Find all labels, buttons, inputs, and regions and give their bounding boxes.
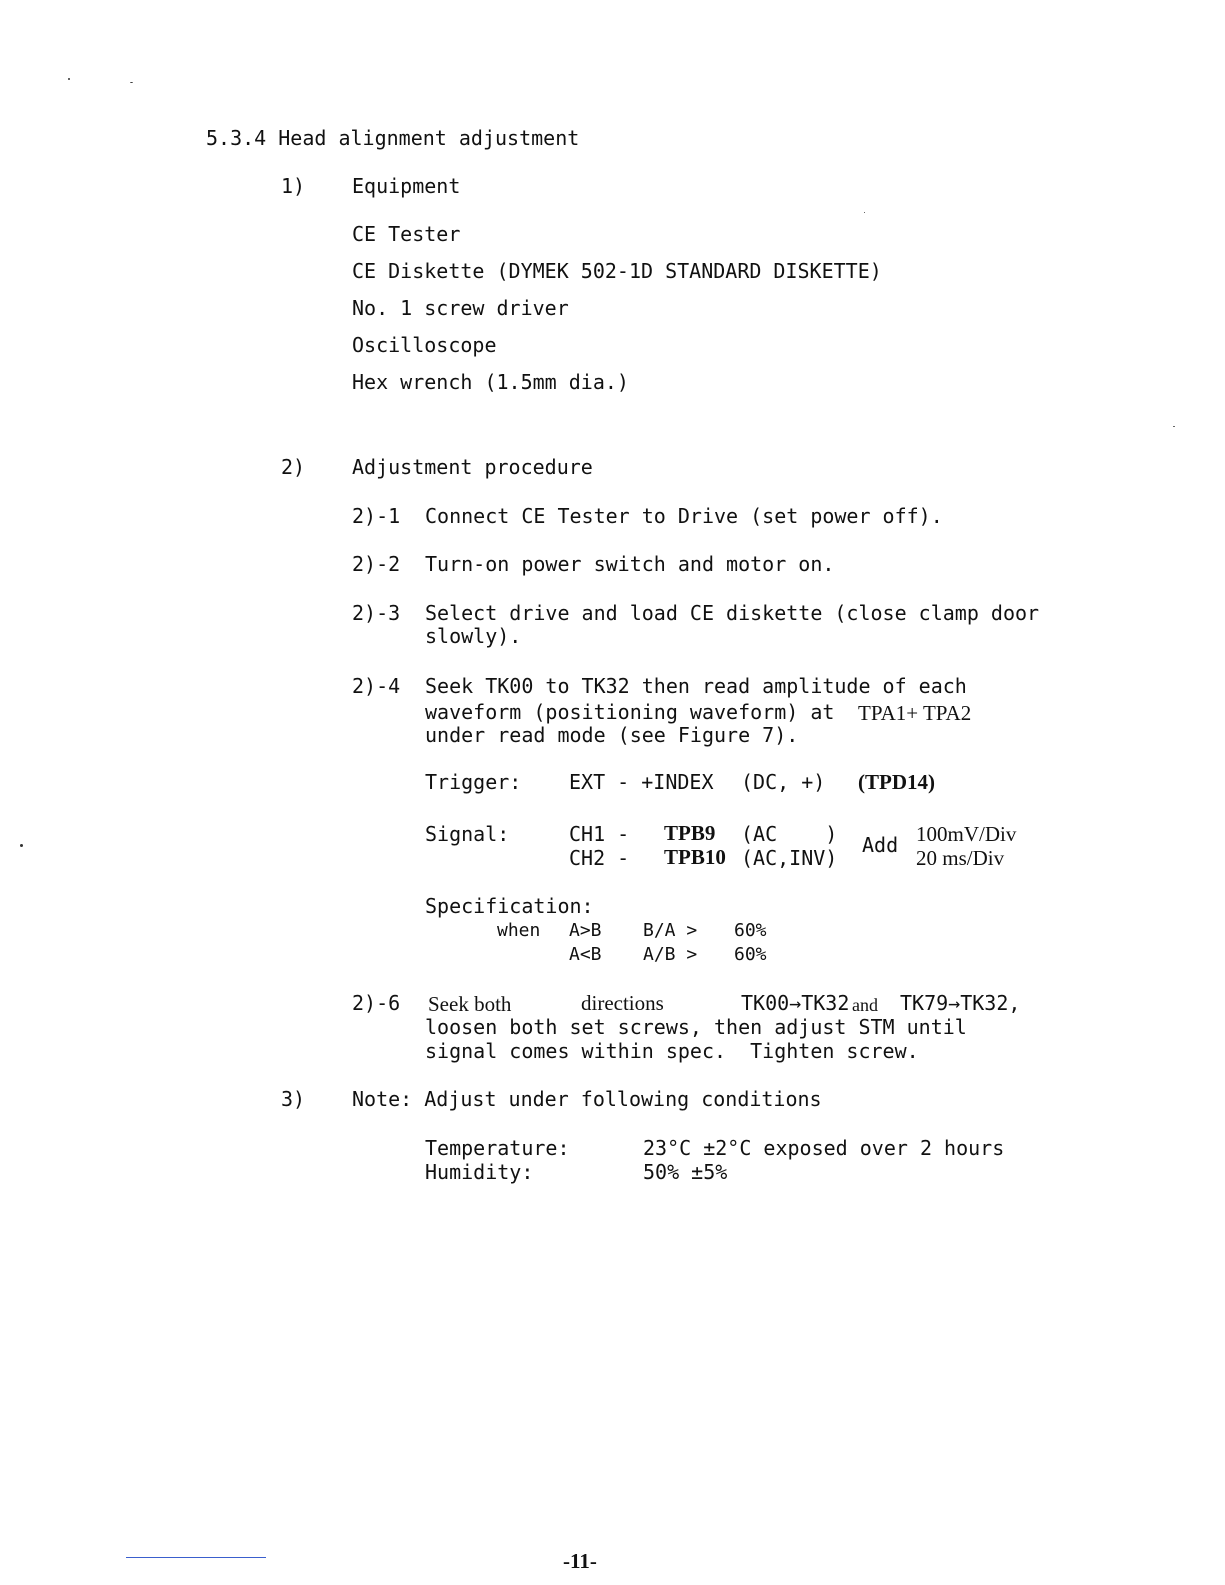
section-title: Head alignment adjustment [278,126,580,150]
channel-1-mode: (AC ) [741,822,838,846]
scan-speck [20,844,23,847]
scan-speck [1173,426,1175,427]
equipment-item: CE Tester [352,222,461,246]
add-mode: Add [862,833,899,857]
equipment-item: No. 1 screw driver [352,296,569,320]
step-text: Select drive and load CE diskette (close clamp door [425,601,1040,625]
footer-rule [126,1557,266,1558]
channel-2-mode: (AC,INV) [741,846,838,870]
spec-value: 60% [734,920,767,941]
spec-condition: A<B [569,944,602,965]
page-number: -11- [563,1549,597,1573]
track-range: TK00→TK32 [741,991,850,1015]
step-text: waveform (positioning waveform) at [425,700,835,724]
step-text: Seek both [428,992,512,1016]
step-text: slowly). [425,624,522,648]
scan-speck [864,212,865,213]
temperature-label: Temperature: [425,1136,570,1160]
spec-ratio: A/B > [643,944,698,965]
channel-1: CH1 - [569,822,630,846]
track-range: TK79→TK32, [900,991,1021,1015]
humidity-label: Humidity: [425,1160,534,1184]
step-number: 2)-3 [352,601,401,625]
spec-value: 60% [734,944,767,965]
humidity-value: 50% ±5% [643,1160,728,1184]
equipment-item: Oscilloscope [352,333,497,357]
procedure-number: 2) [281,455,306,479]
time-per-div: 20 ms/Div [916,846,1005,870]
section-number: 5.3.4 [206,126,267,150]
step-text: directions [581,991,664,1015]
note-number: 3) [281,1087,306,1111]
step-text: and [852,995,878,1015]
channel-2: CH2 - [569,846,630,870]
spec-condition: A>B [569,920,602,941]
step-number: 2)-6 [352,991,401,1015]
step-number: 2)-4 [352,674,401,698]
trigger-value: EXT - +INDEX [569,770,714,794]
scan-speck [68,78,70,80]
equipment-number: 1) [281,174,306,198]
trigger-mode: (DC, +) [741,770,826,794]
temperature-value: 23°C ±2°C exposed over 2 hours [643,1136,1005,1160]
step-text: loosen both set screws, then adjust STM until [425,1015,967,1039]
step-text: under read mode (see Figure 7). [425,723,799,747]
step-text: Turn-on power switch and motor on. [425,552,835,576]
spec-label: Specification: [425,894,594,918]
trigger-test-point: (TPD14) [858,770,935,794]
channel-2-test-point: TPB10 [664,845,726,869]
equipment-heading: Equipment [352,174,461,198]
section-heading [206,126,579,150]
signal-label: Signal: [425,822,510,846]
step-text: Seek TK00 to TK32 then read amplitude of each [425,674,967,698]
scan-speck [130,82,133,83]
step-text: signal comes within spec. Tighten screw. [425,1039,919,1063]
note-heading: Note: Adjust under following conditions [352,1087,822,1111]
step-number: 2)-1 [352,504,401,528]
step-number: 2)-2 [352,552,401,576]
test-point-label: TPA1+ TPA2 [858,701,972,725]
trigger-label: Trigger: [425,770,522,794]
spec-ratio: B/A > [643,920,698,941]
channel-1-test-point: TPB9 [664,821,716,845]
equipment-item: Hex wrench (1.5mm dia.) [352,370,629,394]
step-text: Connect CE Tester to Drive (set power off). [425,504,943,528]
procedure-heading: Adjustment procedure [352,455,593,479]
equipment-item: CE Diskette (DYMEK 502-1D STANDARD DISKETTE) [352,259,882,283]
volts-per-div: 100mV/Div [916,822,1017,846]
spec-when: when [497,920,541,941]
